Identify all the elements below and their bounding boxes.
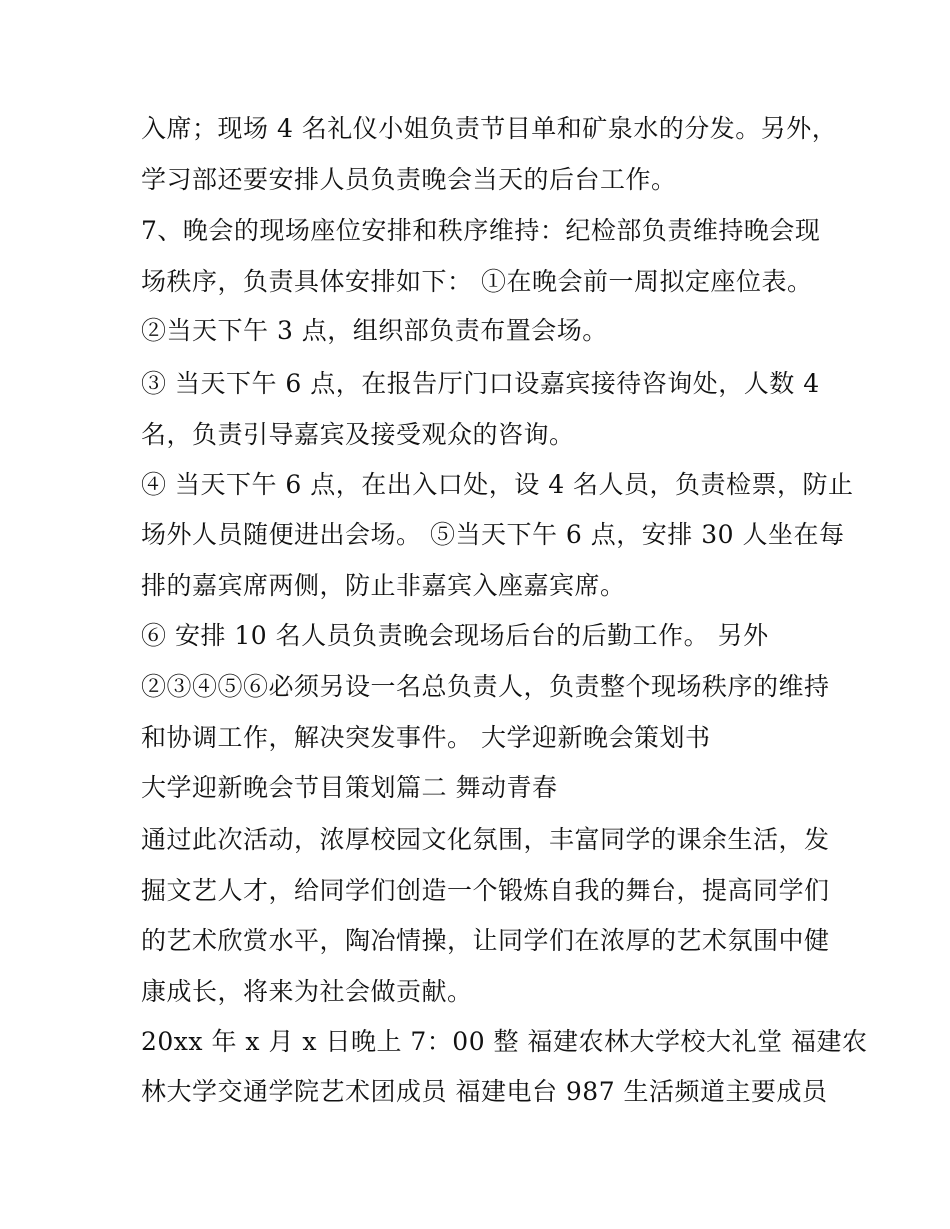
text-line-5: ②当天下午 3 点，组织部负责布置会场。 bbox=[141, 316, 608, 345]
text-line-6: ③ 当天下午 6 点，在报告厅门口设嘉宾接待咨询处，人数 4 bbox=[141, 369, 820, 398]
text-line-2: 学习部还要安排人员负责晚会当天的后台工作。 bbox=[141, 165, 677, 194]
text-line-15: 通过此次活动，浓厚校园文化氛围，丰富同学的课余生活，发 bbox=[141, 825, 830, 854]
text-line-13: 和协调工作，解决突发事件。 大学迎新晚会策划书 bbox=[141, 723, 711, 752]
text-line-7: 名，负责引导嘉宾及接受观众的咨询。 bbox=[141, 420, 575, 449]
text-line-14: 大学迎新晚会节目策划篇二 舞动青春 bbox=[141, 773, 558, 802]
text-line-20: 林大学交通学院艺术团成员 福建电台 987 生活频道主要成员 bbox=[141, 1077, 828, 1106]
text-line-19: 20xx 年 x 月 x 日晚上 7：00 整 福建农林大学校大礼堂 福建农 bbox=[141, 1027, 868, 1056]
text-line-9: 场外人员随便进出会场。 ⑤当天下午 6 点，安排 30 人坐在每 bbox=[141, 520, 845, 549]
text-line-17: 的艺术欣赏水平，陶冶情操，让同学们在浓厚的艺术氛围中健 bbox=[141, 926, 830, 955]
text-line-4: 场秩序，负责具体安排如下： ①在晚会前一周拟定座位表。 bbox=[141, 267, 813, 296]
text-line-10: 排的嘉宾席两侧，防止非嘉宾入座嘉宾席。 bbox=[141, 571, 626, 600]
text-line-1: 入席；现场 4 名礼仪小姐负责节目单和矿泉水的分发。另外， bbox=[141, 114, 838, 143]
text-line-3: 7、晚会的现场座位安排和秩序维持：纪检部负责维持晚会现 bbox=[141, 216, 821, 245]
text-line-12: ②③④⑤⑥必须另设一名总负责人，负责整个现场秩序的维持 bbox=[141, 672, 830, 701]
text-line-18: 康成长，将来为社会做贡献。 bbox=[141, 977, 473, 1006]
text-line-11: ⑥ 安排 10 名人员负责晚会现场后台的后勤工作。 另外 bbox=[141, 621, 769, 650]
text-line-8: ④ 当天下午 6 点，在出入口处，设 4 名人员，负责检票，防止 bbox=[141, 470, 854, 499]
text-line-16: 掘文艺人才，给同学们创造一个锻炼自我的舞台，提高同学们 bbox=[141, 876, 830, 905]
